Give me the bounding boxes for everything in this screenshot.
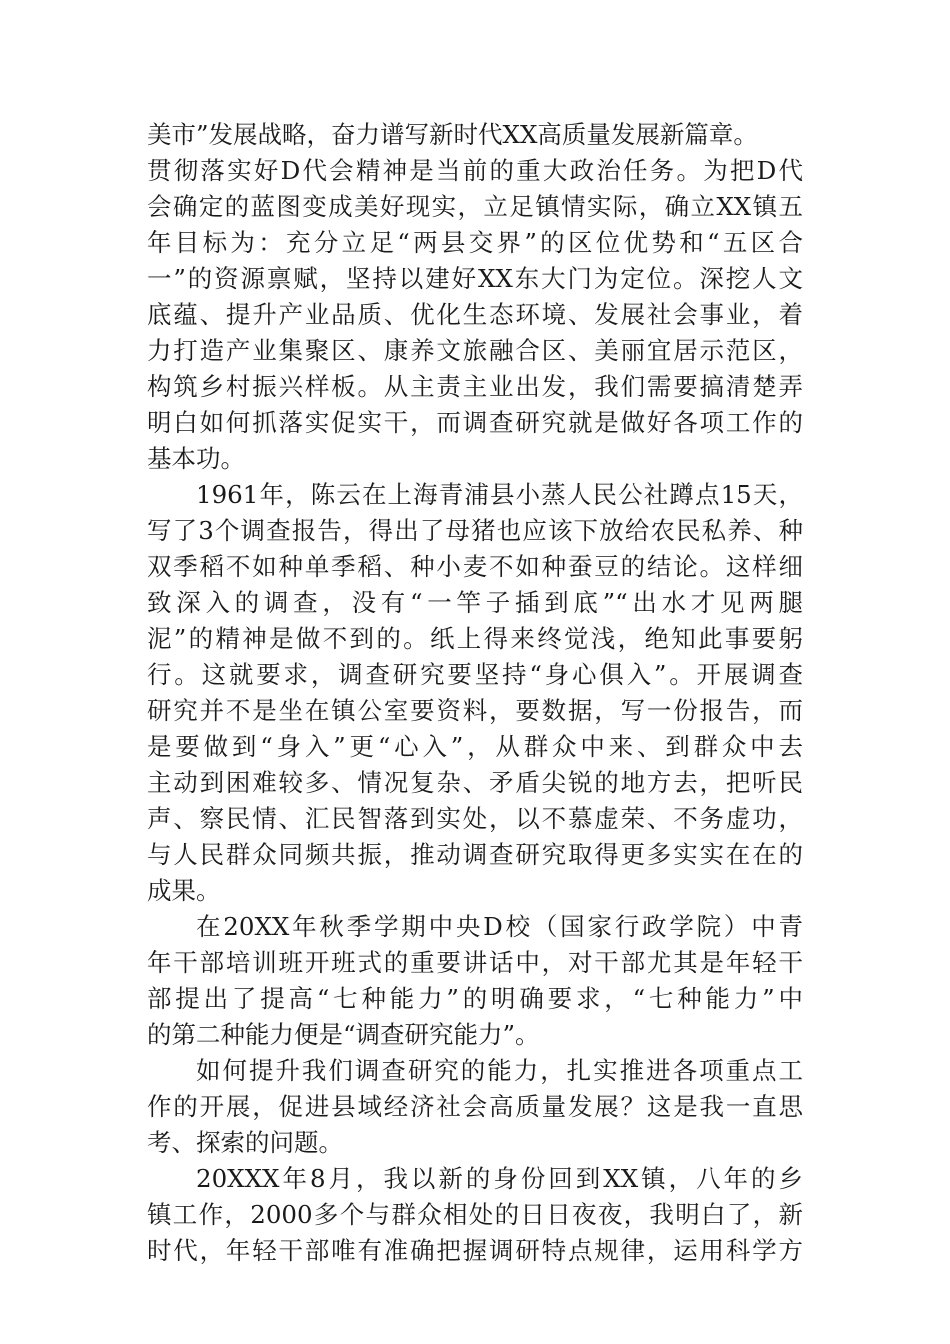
text-line: 贯彻落实好D代会精神是当前的重大政治任务。为把D代 xyxy=(147,156,803,185)
text-line: 底蕴、提升产业品质、优化生态环境、发展社会事业，着 xyxy=(147,300,803,329)
text-line: 声、察民情、汇民智落到实处，以不慕虚荣、不务虚功， xyxy=(147,804,803,833)
text-line: 部提出了提高“七种能力”的明确要求，“七种能力”中 xyxy=(147,984,803,1013)
text-line: 镇工作，2000多个与群众相处的日日夜夜，我明白了，新 xyxy=(147,1200,803,1229)
text-line: 考、探索的问题。 xyxy=(147,1128,343,1157)
text-line: 写了3个调查报告，得出了母猪也应该下放给农民私养、种 xyxy=(147,516,803,545)
paragraph-first-line: 在20XX年秋季学期中央D校（国家行政学院）中青 xyxy=(196,912,803,941)
text-line: 泥”的精神是做不到的。纸上得来终觉浅，绝知此事要躬 xyxy=(147,624,803,653)
paragraph-first-line: 1961年，陈云在上海青浦县小蒸人民公社蹲点15天， xyxy=(196,480,803,509)
text-line: 致深入的调查，没有“一竿子插到底”“出水才见两腿 xyxy=(147,588,803,617)
text-line: 研究并不是坐在镇公室要资料，要数据，写一份报告，而 xyxy=(147,696,803,725)
text-line: 行。这就要求，调查研究要坚持“身心俱入”。开展调查 xyxy=(147,660,803,689)
text-line: 与人民群众同频共振，推动调查研究取得更多实实在在的 xyxy=(147,840,803,869)
text-line: 力打造产业集聚区、康养文旅融合区、美丽宜居示范区， xyxy=(147,336,803,365)
text-line: 构筑乡村振兴样板。从主责主业出发，我们需要搞清楚弄 xyxy=(147,372,803,401)
text-line: 双季稻不如种单季稻、种小麦不如种蚕豆的结论。这样细 xyxy=(147,552,803,581)
text-line: 年干部培训班开班式的重要讲话中，对干部尤其是年轻干 xyxy=(147,948,803,977)
text-line: 的第二种能力便是“调查研究能力”。 xyxy=(147,1020,540,1049)
text-line: 会确定的蓝图变成美好现实，立足镇情实际，确立XX镇五 xyxy=(147,192,803,221)
text-line: 成果。 xyxy=(147,876,221,905)
text-line: 一”的资源禀赋，坚持以建好XX东大门为定位。深挖人文 xyxy=(147,264,803,293)
text-line: 年目标为：充分立足“两县交界”的区位优势和“五区合 xyxy=(147,228,803,257)
text-line: 是要做到“身入”更“心入”，从群众中来、到群众中去 xyxy=(147,732,803,761)
text-line: 主动到困难较多、情况复杂、矛盾尖锐的地方去，把听民 xyxy=(147,768,803,797)
text-line: 作的开展，促进县域经济社会高质量发展？这是我一直思 xyxy=(147,1092,803,1121)
text-line: 时代，年轻干部唯有准确把握调研特点规律，运用科学方 xyxy=(147,1236,803,1265)
paragraph-first-line: 如何提升我们调查研究的能力，扎实推进各项重点工 xyxy=(196,1056,803,1085)
text-line: 基本功。 xyxy=(147,444,245,473)
paragraph-first-line: 20XXX年8月，我以新的身份回到XX镇，八年的乡 xyxy=(196,1164,803,1193)
text-line: 美市”发展战略，奋力谱写新时代XX高质量发展新篇章。 xyxy=(147,120,758,149)
text-line: 明白如何抓落实促实干，而调查研究就是做好各项工作的 xyxy=(147,408,803,437)
